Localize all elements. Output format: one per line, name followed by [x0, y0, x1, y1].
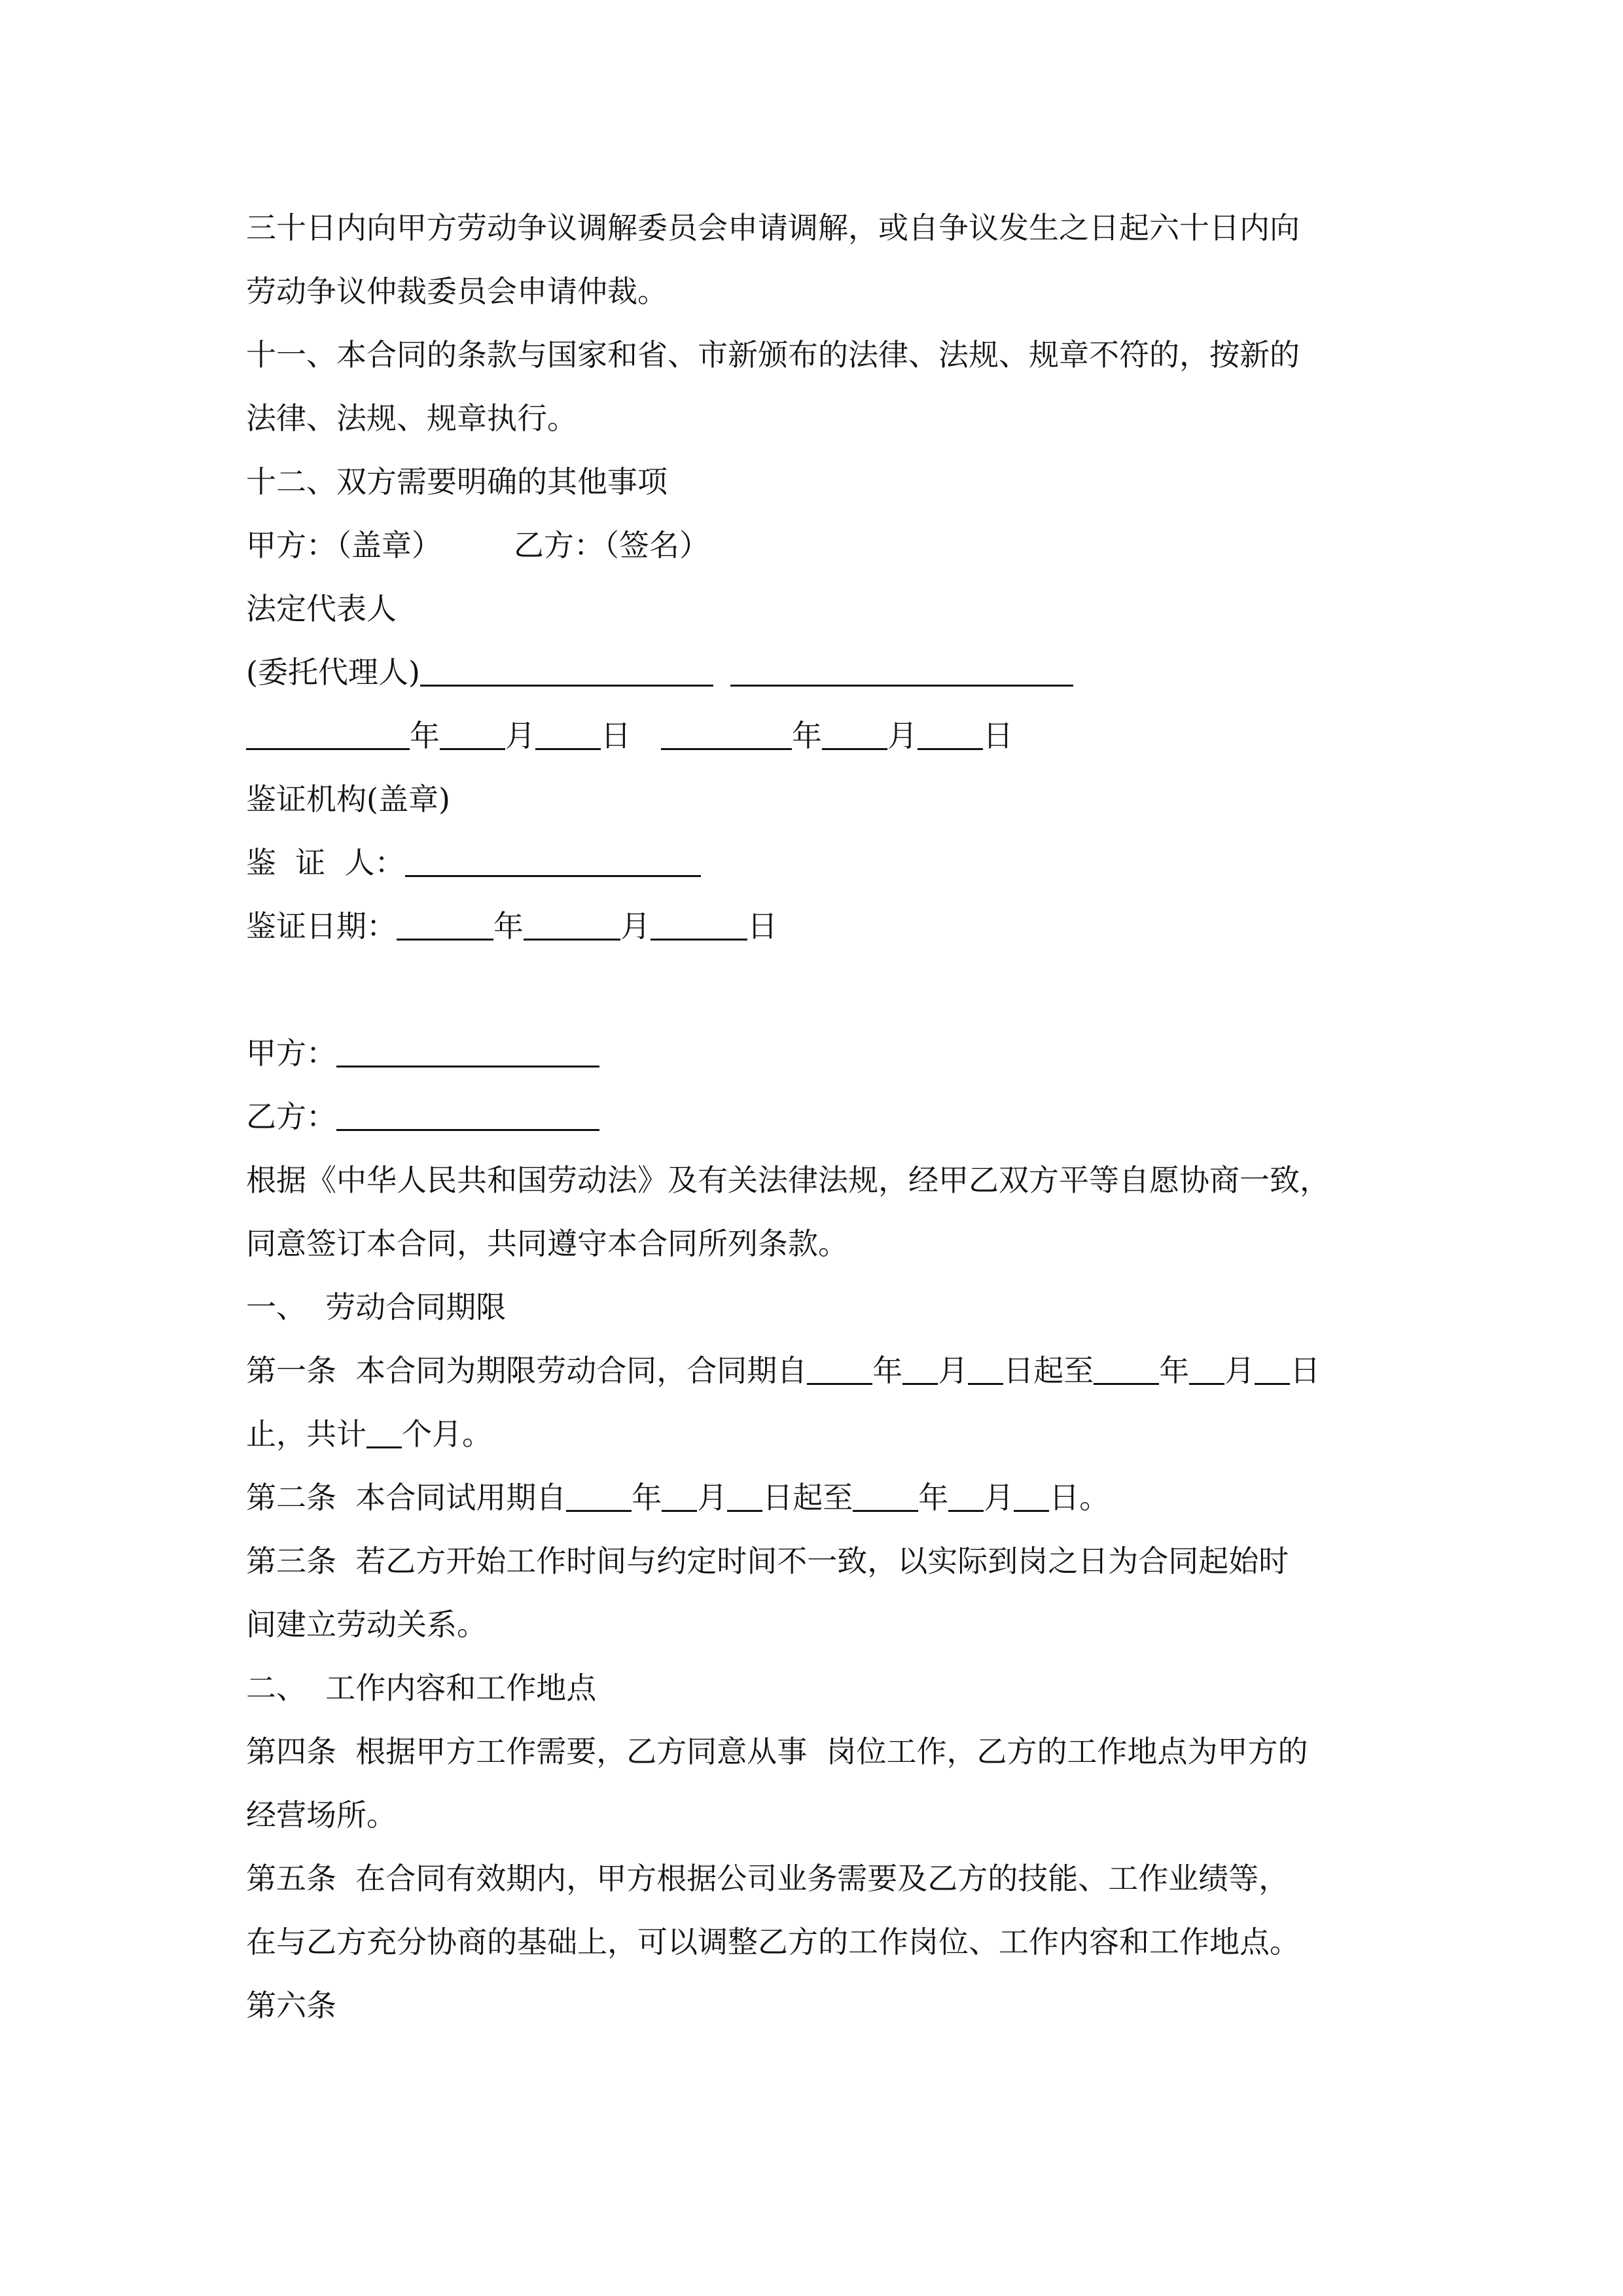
day-blank[interactable] — [968, 1354, 1003, 1385]
year-label: 年 — [792, 718, 822, 753]
signature-parties — [246, 526, 709, 565]
day-label: 日 — [983, 718, 1013, 753]
section-heading: 一、 劳动合同期限 — [246, 1289, 507, 1325]
section-heading: 二、 工作内容和工作地点 — [246, 1670, 597, 1706]
year-label: 年 — [410, 718, 440, 753]
month-blank[interactable] — [662, 1481, 697, 1512]
year-blank[interactable] — [246, 719, 410, 750]
article-2 — [246, 1478, 1109, 1517]
article-1-cont — [246, 1414, 492, 1454]
clause-11: 十一、本合同的条款与国家和省、市新颁布的法律、法规、规章不符的，按新的 — [246, 337, 1300, 372]
year-blank[interactable] — [853, 1481, 918, 1512]
month-label: 月 — [887, 718, 918, 753]
agent-b-blank[interactable] — [730, 656, 1073, 687]
month-blank[interactable] — [524, 910, 620, 941]
party-a-seal-label: 甲方：（盖章） — [246, 528, 442, 563]
notary-person-label: 鉴 证 人： — [246, 845, 405, 880]
agent-label: (委托代理人) — [246, 655, 420, 690]
text-span: 个月。 — [402, 1416, 492, 1452]
clause-12: 十二、双方需要明确的其他事项 — [246, 464, 668, 499]
text-span: 日起至 — [762, 1480, 853, 1515]
party-a-blank[interactable] — [336, 1037, 599, 1067]
text-line: 同意签订本合同，共同遵守本合同所列条款。 — [246, 1226, 848, 1261]
day-blank[interactable] — [918, 719, 983, 750]
day-blank[interactable] — [727, 1481, 762, 1512]
month-label: 月 — [938, 1353, 969, 1388]
article-1 — [246, 1351, 1320, 1390]
day-blank[interactable] — [1255, 1354, 1290, 1385]
text-span: 第二条 本合同试用期自 — [246, 1480, 567, 1515]
text-line: 经营场所。 — [246, 1797, 397, 1833]
day-label: 日 — [601, 718, 631, 753]
party-b-label: 乙方： — [246, 1099, 336, 1134]
text-line: 法律、法规、规章执行。 — [246, 401, 577, 436]
year-blank[interactable] — [397, 910, 493, 941]
day-blank[interactable] — [1014, 1481, 1049, 1512]
day-blank[interactable] — [535, 719, 601, 750]
text-span: 日。 — [1049, 1480, 1110, 1515]
article-3: 第三条 若乙方开始工作时间与约定时间不一致，以实际到岗之日为合同起始时 — [246, 1543, 1289, 1579]
month-label: 月 — [620, 908, 651, 944]
month-label: 月 — [697, 1480, 728, 1515]
year-blank[interactable] — [566, 1481, 632, 1512]
agent-row — [246, 653, 1073, 692]
text-line: 劳动争议仲裁委员会申请仲裁。 — [246, 274, 668, 309]
month-blank[interactable] — [948, 1481, 984, 1512]
year-label: 年 — [493, 908, 524, 944]
notary-date-label: 鉴证日期： — [246, 908, 397, 944]
legal-representative-label: 法定代表人 — [246, 591, 397, 626]
year-label: 年 — [1159, 1353, 1190, 1388]
notary-person-blank[interactable] — [405, 846, 701, 877]
months-blank[interactable] — [366, 1418, 402, 1448]
day-label: 日 — [747, 908, 777, 944]
party-b-row — [246, 1097, 599, 1136]
text-line: 间建立劳动关系。 — [246, 1607, 487, 1642]
year-label: 年 — [918, 1480, 949, 1515]
text-span: 第一条 本合同为期限劳动合同，合同期自 — [246, 1353, 808, 1388]
agent-a-blank[interactable] — [420, 656, 713, 687]
notary-person-row — [246, 843, 701, 882]
year-blank[interactable] — [807, 1354, 872, 1385]
party-b-sign-label: 乙方：（签名） — [514, 528, 709, 563]
text-line: 三十日内向甲方劳动争议调解委员会申请调解，或自争议发生之日起六十日内向 — [246, 210, 1300, 245]
article-5: 第五条 在合同有效期内，甲方根据公司业务需要及乙方的技能、工作业绩等， — [246, 1861, 1289, 1896]
year-label: 年 — [632, 1480, 662, 1515]
year-blank[interactable] — [1094, 1354, 1159, 1385]
party-a-row — [246, 1033, 599, 1073]
month-blank[interactable] — [822, 719, 887, 750]
day-label: 日 — [1290, 1353, 1321, 1388]
month-blank[interactable] — [902, 1354, 938, 1385]
text-line: 根据《中华人民共和国劳动法》及有关法律法规，经甲乙双方平等自愿协商一致， — [246, 1162, 1330, 1198]
article-6: 第六条 — [246, 1988, 336, 2023]
date-row — [246, 716, 1013, 755]
month-label: 月 — [1224, 1353, 1255, 1388]
month-blank[interactable] — [1189, 1354, 1224, 1385]
notary-date-row — [246, 906, 777, 946]
text-span: 日起至 — [1003, 1353, 1094, 1388]
article-4: 第四条 根据甲方工作需要，乙方同意从事 岗位工作，乙方的工作地点为甲方的 — [246, 1734, 1308, 1769]
month-label: 月 — [505, 718, 535, 753]
notary-org-label: 鉴证机构(盖章) — [246, 781, 450, 817]
year-blank[interactable] — [661, 719, 792, 750]
month-blank[interactable] — [440, 719, 505, 750]
year-label: 年 — [872, 1353, 903, 1388]
month-label: 月 — [984, 1480, 1014, 1515]
day-blank[interactable] — [651, 910, 747, 941]
party-b-blank[interactable] — [336, 1100, 599, 1131]
text-line: 在与乙方充分协商的基础上，可以调整乙方的工作岗位、工作内容和工作地点。 — [246, 1924, 1300, 1960]
party-a-label: 甲方： — [246, 1035, 336, 1071]
text-span: 止，共计 — [246, 1416, 366, 1452]
